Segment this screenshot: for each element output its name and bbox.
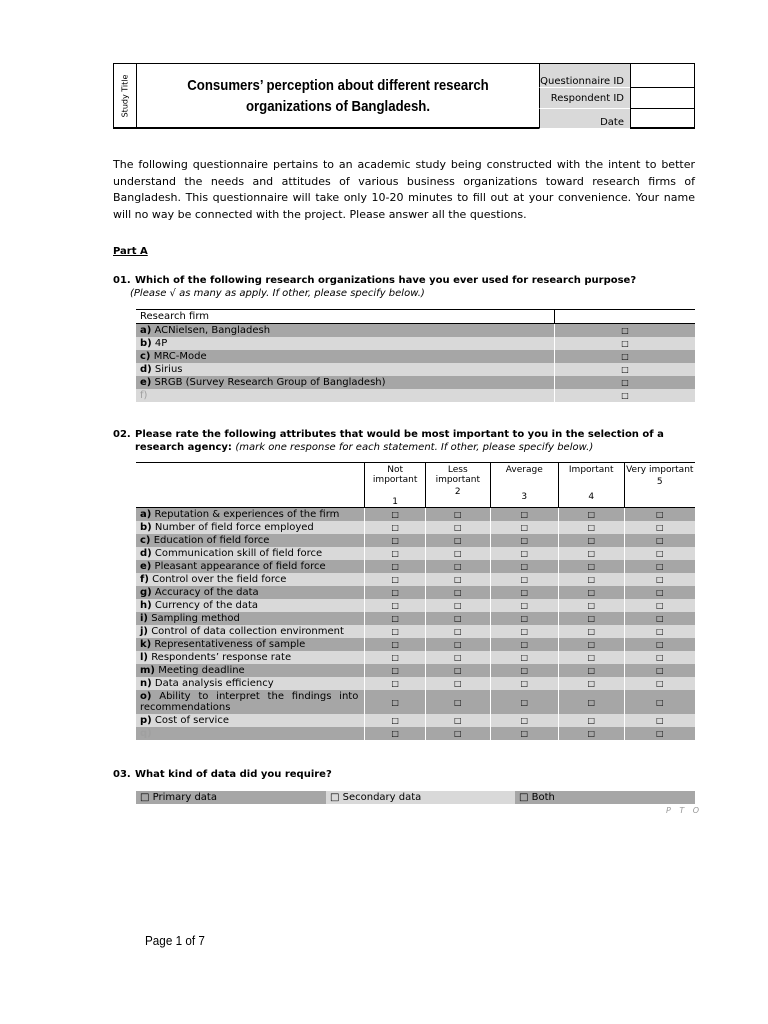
rating-checkbox[interactable]: □ [426,547,491,560]
attribute-label: p) Cost of service [136,714,365,727]
question-2 [113,428,697,454]
rating-checkbox[interactable]: □ [490,547,558,560]
question-1 [113,274,697,287]
rating-checkbox[interactable]: □ [426,534,491,547]
rating-checkbox[interactable]: □ [365,547,426,560]
rating-checkbox[interactable]: □ [490,599,558,612]
rating-checkbox[interactable]: □ [558,560,624,573]
table-row [136,625,695,638]
date-label: Date [539,109,630,129]
rating-checkbox[interactable]: □ [490,638,558,651]
scale-header-2: Less important 2 [426,463,491,508]
attribute-label: j) Control of data collection environment [136,625,365,638]
rating-checkbox[interactable]: □ [490,677,558,690]
table-row [136,508,695,522]
id-grid [539,64,694,127]
rating-checkbox[interactable]: □ [365,638,426,651]
question-1-number: 01. [113,275,131,286]
rating-checkbox[interactable]: □ [558,573,624,586]
attribute-label: g) Accuracy of the data [136,586,365,599]
table-row [136,573,695,586]
respondent-id-label: Respondent ID [539,88,630,109]
rating-checkbox[interactable]: □ [365,508,426,522]
rating-checkbox[interactable]: □ [365,651,426,664]
table-row [136,727,695,740]
questionnaire-id-field[interactable] [630,64,694,88]
attribute-label: h) Currency of the data [136,599,365,612]
rating-checkbox[interactable]: □ [426,714,491,727]
study-title-cell [114,64,137,127]
table-row [136,714,695,727]
checkbox[interactable]: □ [555,363,696,376]
table-row [136,651,695,664]
rating-checkbox[interactable]: □ [426,677,491,690]
rating-checkbox[interactable]: □ [624,625,695,638]
rating-checkbox[interactable]: □ [490,651,558,664]
attribute-label: e) Pleasant appearance of field force [136,560,365,573]
table-row [136,664,695,677]
rating-checkbox[interactable]: □ [624,547,695,560]
rating-checkbox[interactable]: □ [365,534,426,547]
attribute-label: o) Ability to interpret the findings into recommendations [136,690,365,714]
rating-checkbox[interactable]: □ [624,612,695,625]
table-row [136,560,695,573]
rating-checkbox[interactable]: □ [426,586,491,599]
rating-checkbox[interactable]: □ [558,534,624,547]
rating-checkbox[interactable]: □ [490,586,558,599]
other-firm-field[interactable]: f) [136,389,555,402]
page-number: Page 1 of 7 [145,933,205,948]
rating-checkbox[interactable]: □ [624,586,695,599]
question-3 [113,768,697,781]
checkbox[interactable]: □ [555,376,696,389]
rating-checkbox[interactable]: □ [490,521,558,534]
rating-checkbox[interactable]: □ [490,690,558,714]
checkbox[interactable]: □ [555,389,696,402]
table-row: b) 4P □ [136,337,695,350]
rating-checkbox[interactable]: □ [490,625,558,638]
attribute-label: c) Education of field force [136,534,365,547]
rating-checkbox[interactable]: □ [365,727,426,740]
scale-header-5: Very important 5 [624,463,695,508]
table-row [136,389,695,402]
date-field[interactable] [630,109,694,129]
rating-checkbox[interactable]: □ [426,612,491,625]
rating-checkbox[interactable]: □ [426,727,491,740]
questionnaire-header [113,63,695,129]
table-row [136,547,695,560]
rating-checkbox[interactable]: □ [624,573,695,586]
rating-checkbox[interactable]: □ [558,599,624,612]
rating-checkbox[interactable]: □ [426,625,491,638]
table-row [136,612,695,625]
table-row [136,677,695,690]
table-row [136,586,695,599]
rating-checkbox[interactable]: □ [558,714,624,727]
rating-checkbox[interactable]: □ [365,612,426,625]
rating-checkbox[interactable]: □ [426,508,491,522]
attribute-label: l) Respondents’ response rate [136,651,365,664]
attribute-label: i) Sampling method [136,612,365,625]
rating-checkbox[interactable]: □ [365,664,426,677]
attribute-label: d) Communication skill of field force [136,547,365,560]
rating-checkbox[interactable]: □ [365,586,426,599]
rating-checkbox[interactable]: □ [365,625,426,638]
table-row: d) Sirius □ [136,363,695,376]
rating-checkbox[interactable]: □ [624,727,695,740]
attribute-label: n) Data analysis efficiency [136,677,365,690]
research-firm-header: Research firm [136,310,555,324]
rating-checkbox[interactable]: □ [558,690,624,714]
rating-checkbox[interactable]: □ [558,625,624,638]
rating-checkbox[interactable]: □ [558,547,624,560]
attribute-label: m) Meeting deadline [136,664,365,677]
title-line-1: Consumers’ perception about different research [187,76,489,94]
data-type-options [136,791,695,804]
rating-checkbox[interactable]: □ [365,677,426,690]
question-2-number: 02. [113,429,131,440]
rating-checkbox[interactable]: □ [426,521,491,534]
rating-checkbox[interactable]: □ [490,727,558,740]
please-turn-over: P T O [666,806,703,815]
rating-checkbox[interactable]: □ [624,508,695,522]
checkbox[interactable]: □ [555,324,696,338]
rating-checkbox[interactable]: □ [426,651,491,664]
question-3-number: 03. [113,769,131,780]
attribute-label: b) Number of field force employed [136,521,365,534]
question-2-note: (mark one response for each statement. If other, please specify below.) [235,442,594,453]
rating-checkbox[interactable]: □ [490,508,558,522]
rating-checkbox[interactable]: □ [490,714,558,727]
option-both[interactable]: □ Both [515,791,695,804]
checkbox[interactable]: □ [555,350,696,363]
rating-checkbox[interactable]: □ [624,560,695,573]
rating-checkbox[interactable]: □ [426,599,491,612]
research-firm-table [136,309,695,402]
table-row [136,690,695,714]
rating-checkbox[interactable]: □ [558,651,624,664]
rating-checkbox[interactable]: □ [426,690,491,714]
rating-checkbox[interactable]: □ [558,521,624,534]
rating-checkbox[interactable]: □ [426,664,491,677]
attribute-rating-table [136,462,695,740]
scale-header-3: Average 3 [490,463,558,508]
rating-checkbox[interactable]: □ [558,677,624,690]
intro-paragraph: The following questionnaire pertains to an academic study being constructed with the intent to better understand the needs and attitudes of various business organizations toward research firms of Bangladesh. This questionnaire will take only 10-20 minutes to fill out at your convenience. Your name will no way be connected with the project. Please answer all the questions. [113,158,695,221]
title-line-2: organizations of Bangladesh. [245,97,431,115]
respondent-id-field[interactable] [630,88,694,109]
rating-checkbox[interactable]: □ [624,714,695,727]
table-row [136,521,695,534]
rating-checkbox[interactable]: □ [624,638,695,651]
rating-checkbox[interactable]: □ [490,573,558,586]
rating-checkbox[interactable]: □ [365,690,426,714]
question-2-text-2: research agency: [135,442,232,453]
other-attribute-field[interactable]: q) [136,727,365,740]
table-row: e) SRGB (Survey Research Group of Bangladesh) □ [136,376,695,389]
rating-checkbox[interactable]: □ [490,534,558,547]
rating-checkbox[interactable]: □ [558,586,624,599]
document-title [161,64,515,127]
option-secondary-data[interactable]: □ Secondary data [326,791,515,804]
rating-checkbox[interactable]: □ [624,521,695,534]
table-row [136,599,695,612]
rating-checkbox[interactable]: □ [558,664,624,677]
question-3-text: What kind of data did you require? [135,769,332,780]
rating-checkbox[interactable]: □ [490,560,558,573]
rating-checkbox[interactable]: □ [365,521,426,534]
part-label: Part A [113,246,148,257]
research-firm-check-header [555,310,696,324]
checkbox[interactable]: □ [555,337,696,350]
rating-checkbox[interactable]: □ [624,677,695,690]
rating-checkbox[interactable]: □ [624,690,695,714]
rating-checkbox[interactable]: □ [624,664,695,677]
table-row: a) ACNielsen, Bangladesh □ [136,324,695,338]
rating-checkbox[interactable]: □ [365,714,426,727]
rating-checkbox[interactable]: □ [624,651,695,664]
scale-header-1: Not important 1 [365,463,426,508]
rating-checkbox[interactable]: □ [558,612,624,625]
attribute-header [136,463,365,508]
scale-header-4: Important 4 [558,463,624,508]
rating-checkbox[interactable]: □ [558,508,624,522]
rating-checkbox[interactable]: □ [426,638,491,651]
rating-checkbox[interactable]: □ [624,599,695,612]
table-row [136,534,695,547]
rating-checkbox[interactable]: □ [426,560,491,573]
attribute-label: k) Representativeness of sample [136,638,365,651]
table-row [136,638,695,651]
rating-checkbox[interactable]: □ [365,573,426,586]
rating-checkbox[interactable]: □ [558,727,624,740]
study-title-label: Study Title [120,74,130,117]
question-1-text: Which of the following research organizations have you ever used for research purpose? [135,275,637,286]
option-primary-data[interactable]: □ Primary data [136,791,326,804]
table-row: c) MRC-Mode □ [136,350,695,363]
rating-checkbox[interactable]: □ [490,664,558,677]
rating-checkbox[interactable]: □ [490,612,558,625]
rating-checkbox[interactable]: □ [558,638,624,651]
rating-checkbox[interactable]: □ [365,560,426,573]
rating-checkbox[interactable]: □ [365,599,426,612]
rating-checkbox[interactable]: □ [426,573,491,586]
question-2-text: Please rate the following attributes that would be most important to you in the selection of a [135,429,664,440]
questionnaire-id-label: Questionnaire ID [539,64,630,88]
rating-checkbox[interactable]: □ [624,534,695,547]
attribute-label: a) Reputation & experiences of the firm [136,508,365,522]
attribute-label: f) Control over the field force [136,573,365,586]
question-1-note: (Please √ as many as apply. If other, please specify below.) [130,288,425,299]
